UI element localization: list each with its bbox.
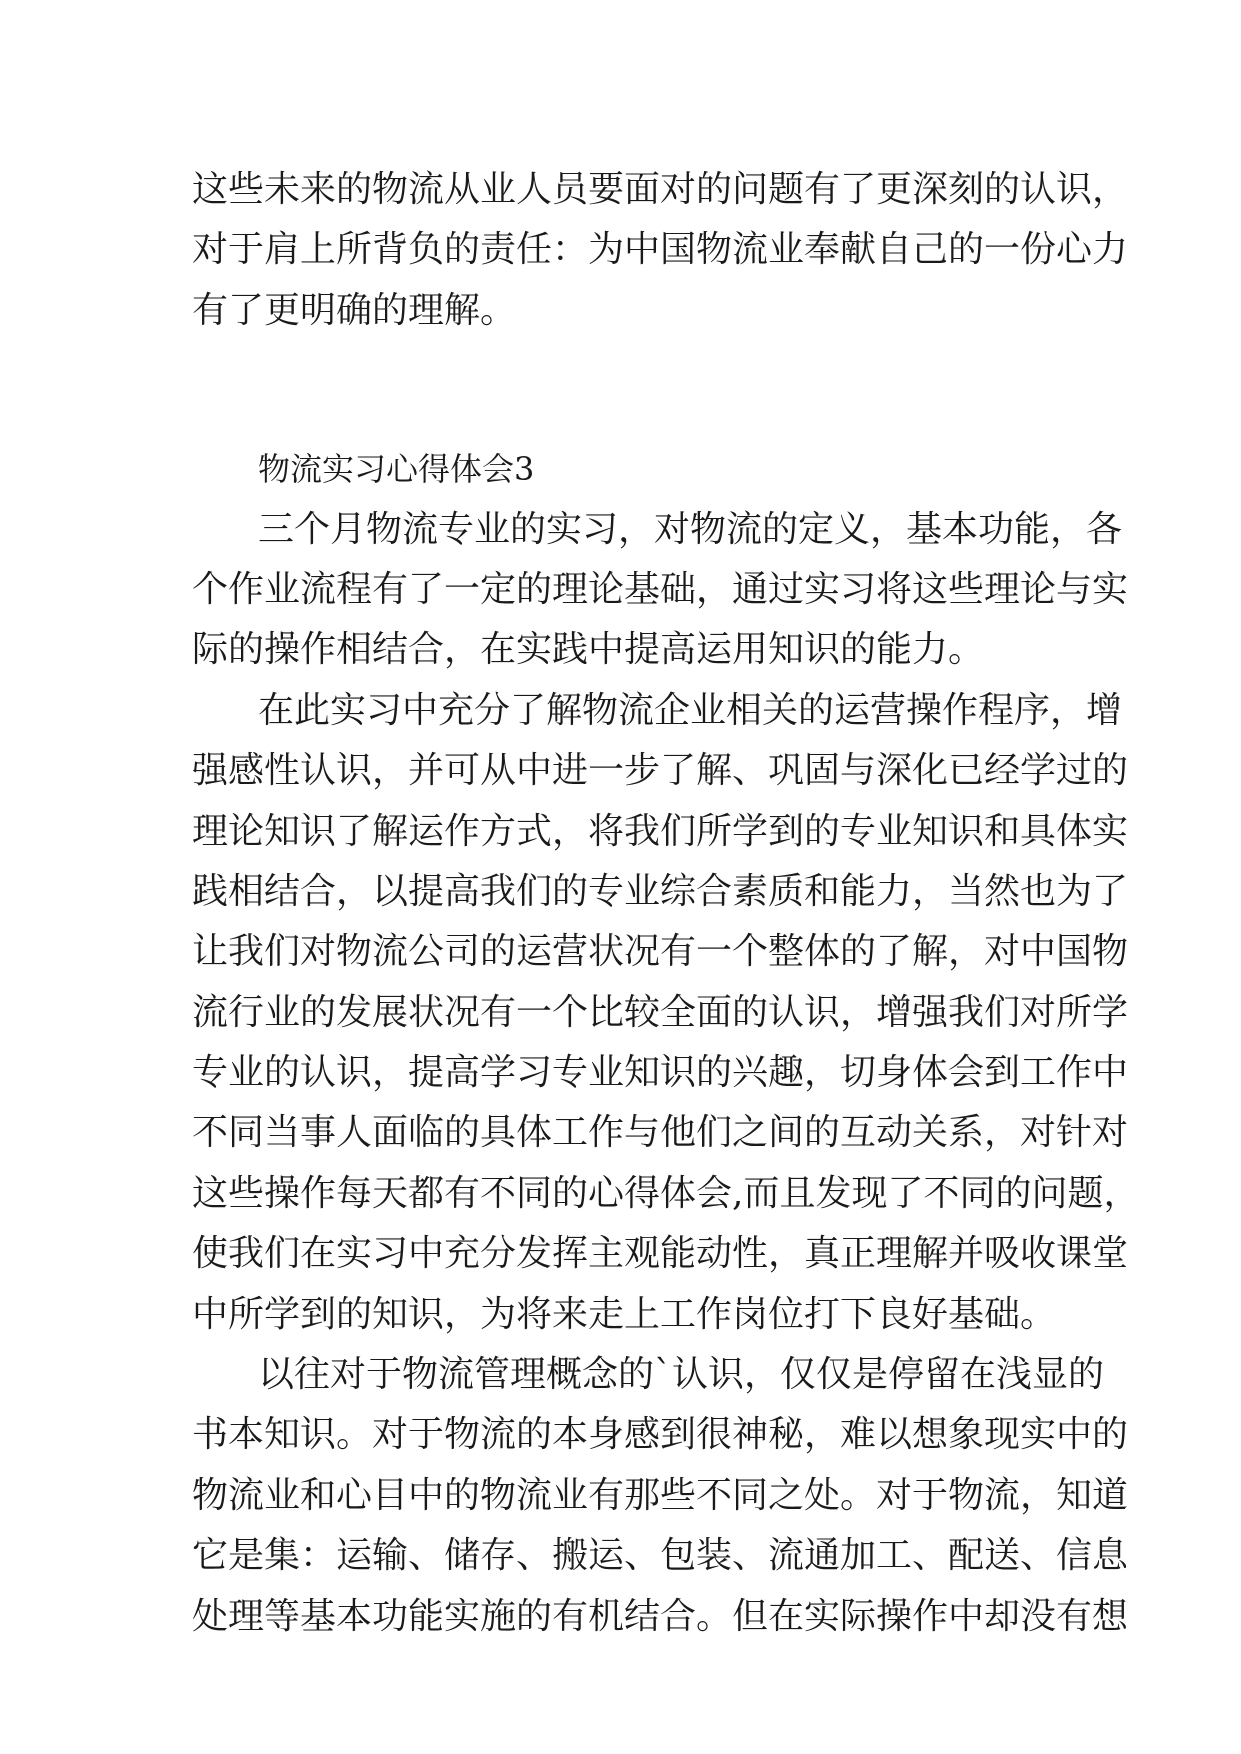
section-heading: 物流实习心得体会3 bbox=[258, 450, 535, 489]
paragraph-line: 处理等基本功能实施的有机结合。但在实际操作中却没有想 bbox=[192, 1595, 1129, 1637]
paragraph-line: 以往对于物流管理概念的`认识，仅仅是停留在浅显的 bbox=[258, 1354, 1105, 1396]
paragraph-line: 三个月物流专业的实习，对物流的定义，基本功能，各 bbox=[258, 508, 1123, 550]
paragraph-line: 有了更明确的理解。 bbox=[192, 289, 517, 331]
document-page bbox=[192, 160, 1140, 1647]
paragraph-line: 它是集：运输、储存、搬运、包装、流通加工、配送、信息 bbox=[192, 1535, 1129, 1577]
paragraph-line: 对于肩上所背负的责任：为中国物流业奉献自己的一份心力 bbox=[192, 229, 1129, 271]
paragraph-line: 书本知识。对于物流的本身感到很神秘，难以想象现实中的 bbox=[192, 1414, 1129, 1456]
paragraph-line: 理论知识了解运作方式，将我们所学到的专业知识和具体实 bbox=[192, 810, 1129, 852]
paragraph-line: 中所学到的知识，为将来走上工作岗位打下良好基础。 bbox=[192, 1293, 1057, 1335]
paragraph-3 bbox=[192, 1345, 1129, 1647]
paragraph-line: 践相结合，以提高我们的专业综合素质和能力，当然也为了 bbox=[192, 870, 1129, 912]
paragraph-line: 专业的认识，提高学习专业知识的兴趣，切身体会到工作中 bbox=[192, 1052, 1129, 1094]
paragraph-1 bbox=[192, 500, 1129, 681]
paragraph-line: 这些操作每天都有不同的心得体会,而且发现了不同的问题， bbox=[192, 1172, 1140, 1214]
paragraph-line: 个作业流程有了一定的理论基础，通过实习将这些理论与实 bbox=[192, 568, 1129, 610]
intro-paragraph bbox=[192, 160, 1129, 341]
paragraph-2 bbox=[192, 681, 1140, 1345]
paragraph-line: 让我们对物流公司的运营状况有一个整体的了解，对中国物 bbox=[192, 931, 1129, 973]
paragraph-line: 在此实习中充分了解物流企业相关的运营操作程序，增 bbox=[258, 689, 1123, 731]
paragraph-line: 强感性认识，并可从中进一步了解、巩固与深化已经学过的 bbox=[192, 750, 1129, 792]
paragraph-line: 流行业的发展状况有一个比较全面的认识，增强我们对所学 bbox=[192, 991, 1129, 1033]
paragraph-line: 际的操作相结合，在实践中提高运用知识的能力。 bbox=[192, 629, 985, 671]
paragraph-line: 不同当事人面临的具体工作与他们之间的互动关系，对针对 bbox=[192, 1112, 1129, 1154]
paragraph-line: 使我们在实习中充分发挥主观能动性，真正理解并吸收课堂 bbox=[192, 1233, 1129, 1275]
paragraph-line: 这些未来的物流从业人员要面对的问题有了更深刻的认识， bbox=[192, 169, 1129, 210]
paragraph-line: 物流业和心目中的物流业有那些不同之处。对于物流，知道 bbox=[192, 1474, 1129, 1516]
